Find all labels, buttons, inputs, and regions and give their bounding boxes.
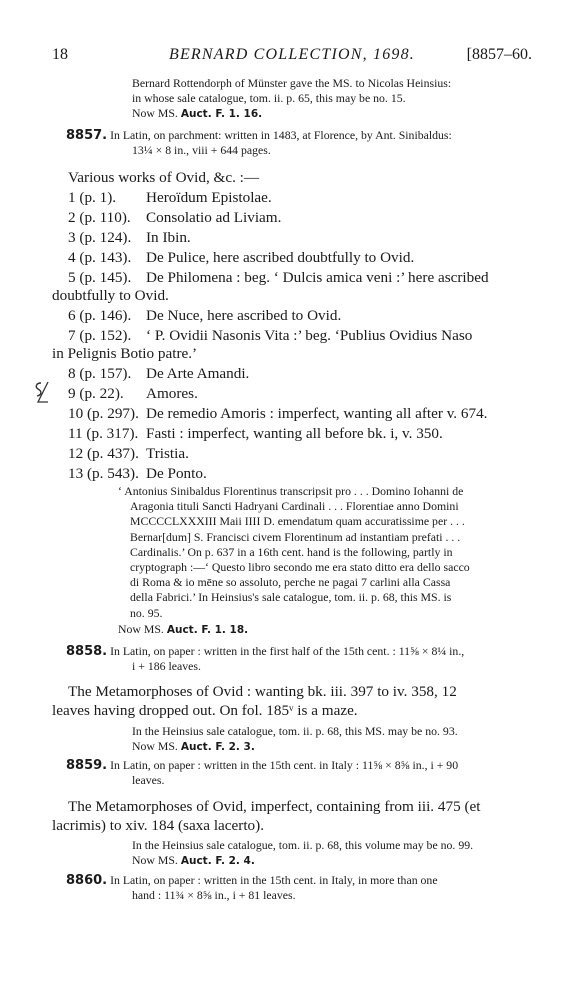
intro-note-line: Bernard Rottendorph of Münster gave the MS. to Nicolas Heinsius: xyxy=(132,76,452,90)
entry-8858-header xyxy=(66,644,536,674)
entry-8860-header xyxy=(66,873,536,903)
entry-8859-header xyxy=(66,758,536,788)
content-item xyxy=(68,208,281,227)
entry-physical-line: In Latin, on paper : written in the 15th cent. in Italy, in more than one xyxy=(110,873,438,887)
handwritten-margin-mark xyxy=(30,380,52,406)
running-title: BERNARD COLLECTION, 1698. xyxy=(168,46,415,63)
item-ref: 7 (p. 152). xyxy=(68,327,132,344)
content-item xyxy=(68,306,341,325)
shelfmark: Auct. F. 2. 4. xyxy=(180,855,255,867)
entry-8857-now xyxy=(118,622,523,638)
item-text: Fasti : imperfect, wanting all before bk. i, v. 350. xyxy=(146,425,443,442)
item-ref: 1 (p. 1). xyxy=(68,189,117,206)
item-text: De remedio Amoris : imperfect, wanting all after v. 674. xyxy=(146,405,488,422)
item-text: Tristia. xyxy=(146,445,189,462)
description-line: lacrimis) to xiv. 184 (saxa lacerto). xyxy=(52,817,264,834)
content-item xyxy=(68,404,487,423)
item-ref: 6 (p. 146). xyxy=(68,307,132,324)
entry-physical-line: In Latin, on paper : written in the 15th cent. in Italy : 11⅝ × 8⅝ in., i + 90 xyxy=(110,758,459,772)
item-text: De Pulice, here ascribed doubtfully to Ovid. xyxy=(146,249,415,266)
item-text: In Ibin. xyxy=(146,229,191,246)
entry-physical-line: 13¼ × 8 in., viii + 644 pages. xyxy=(132,143,271,157)
note-line: In the Heinsius sale catalogue, tom. ii. p. 68, this volume may be no. 99. xyxy=(132,838,474,852)
colophon-line: Bernar[dum] S. Francisci civem Florentinum ad instantiam prefati . . . xyxy=(130,529,461,544)
description-line: The Metamorphoses of Ovid, imperfect, containing from iii. 475 (et xyxy=(68,798,481,815)
page-number: 18 xyxy=(52,46,68,63)
item-text: De Ponto. xyxy=(146,465,207,482)
shelfmark: Auct. F. 1. 18. xyxy=(166,624,249,636)
content-item xyxy=(68,364,249,383)
entry-8858-note xyxy=(132,724,537,755)
item-continuation: doubtfully to Ovid. xyxy=(52,287,169,304)
content-item xyxy=(68,444,189,463)
content-item xyxy=(68,268,489,287)
entry-number: 8860. xyxy=(66,873,108,888)
item-ref: 13 (p. 543). xyxy=(68,465,139,482)
now-prefix: Now MS. xyxy=(118,622,164,636)
colophon-line: di Roma & io mēne so assoluto, perche ne pagai 7 carlini alla Cassa xyxy=(130,575,451,590)
shelfmark: Auct. F. 1. 16. xyxy=(180,108,263,120)
intro-note xyxy=(132,76,537,122)
now-prefix: Now MS. xyxy=(132,739,178,753)
running-header xyxy=(52,46,532,66)
item-text: Consolatio ad Liviam. xyxy=(146,209,282,226)
now-line xyxy=(118,622,523,638)
entry-8859-note xyxy=(132,838,537,869)
entry-physical-line: In Latin, on paper : written in the first half of the 15th cent. : 11⅝ × 8¼ in., xyxy=(110,644,465,658)
content-item xyxy=(68,384,198,403)
now-line xyxy=(132,853,537,869)
item-ref: 4 (p. 143). xyxy=(68,249,132,266)
entry-range: [8857–60. xyxy=(466,46,532,63)
entry-number: 8858. xyxy=(66,644,108,659)
entry-8857-header xyxy=(66,128,536,158)
now-line xyxy=(132,739,537,755)
item-ref: 11 (p. 317). xyxy=(68,425,139,442)
shelfmark: Auct. F. 2. 3. xyxy=(180,741,255,753)
content-item xyxy=(68,326,472,345)
colophon-line: cryptograph :—‘ Questo libro secondo me era stato ditto era dello sacco xyxy=(130,560,470,575)
contents-heading: Various works of Ovid, &c. :— xyxy=(68,169,260,186)
entry-8859-description xyxy=(52,797,538,835)
item-text: Heroïdum Epistolae. xyxy=(146,189,272,206)
description-line: leaves having dropped out. On fol. 185ᵛ is a maze. xyxy=(52,702,358,719)
entry-physical-line: In Latin, on parchment: written in 1483, at Florence, by Ant. Sinibaldus: xyxy=(110,128,452,142)
entry-physical-line: leaves. xyxy=(132,773,165,787)
item-text: Amores. xyxy=(146,385,198,402)
entry-8858-description xyxy=(52,682,538,720)
now-prefix: Now MS. xyxy=(132,853,178,867)
entry-number: 8857. xyxy=(66,128,108,143)
item-text: De Philomena : beg. ‘ Dulcis amica veni :’ here ascribed xyxy=(146,269,489,286)
colophon-line: MCCCCLXXXIII Maii IIII D. emendatum quam accuratissime per . . . xyxy=(130,514,465,529)
content-item xyxy=(68,464,207,483)
item-ref: 5 (p. 145). xyxy=(68,269,132,286)
item-text: ‘ P. Ovidii Nasonis Vita :’ beg. ‘Publius Ovidius Naso xyxy=(146,327,473,344)
colophon-line: della Fabrici.’ In Heinsius's sale catalogue, tom. ii. p. 68, this MS. is xyxy=(130,590,452,605)
description-line: The Metamorphoses of Ovid : wanting bk. iii. 397 to iv. 358, 12 xyxy=(68,683,457,700)
entry-number: 8859. xyxy=(66,758,108,773)
item-ref: 8 (p. 157). xyxy=(68,365,132,382)
now-prefix: Now MS. xyxy=(132,106,178,120)
item-continuation: in Pelignis Botio patre.’ xyxy=(52,345,198,362)
content-item xyxy=(68,424,443,443)
colophon-line: Aragonia tituli Sancti Hadryani Cardinali . . . Florentiae anno Domini xyxy=(130,499,459,514)
colophon-note xyxy=(118,484,538,621)
item-ref: 9 (p. 22). xyxy=(68,385,124,402)
entry-physical-line: hand : 11¾ × 8⅝ in., i + 81 leaves. xyxy=(132,888,296,902)
item-ref: 12 (p. 437). xyxy=(68,445,139,462)
item-ref: 2 (p. 110). xyxy=(68,209,131,226)
intro-note-line: in whose sale catalogue, tom. ii. p. 65, this may be no. 15. xyxy=(132,91,406,105)
item-ref: 10 (p. 297). xyxy=(68,405,139,422)
content-item xyxy=(68,188,272,207)
item-text: De Nuce, here ascribed to Ovid. xyxy=(146,307,342,324)
item-text: De Arte Amandi. xyxy=(146,365,250,382)
item-ref: 3 (p. 124). xyxy=(68,229,132,246)
entry-physical-line: i + 186 leaves. xyxy=(132,659,201,673)
entry-8857-heading xyxy=(52,168,538,187)
content-item xyxy=(68,248,414,267)
colophon-line: ‘ Antonius Sinibaldus Florentinus transcripsit pro . . . Domino Iohanni de xyxy=(118,484,464,498)
colophon-line: Cardinalis.’ On p. 637 in a 16th cent. hand is the following, partly in xyxy=(130,544,453,559)
colophon-line: no. 95. xyxy=(130,605,163,620)
content-item xyxy=(68,228,191,247)
intro-now-line xyxy=(132,106,537,122)
note-line: In the Heinsius sale catalogue, tom. ii. p. 68, this MS. may be no. 93. xyxy=(132,724,458,738)
